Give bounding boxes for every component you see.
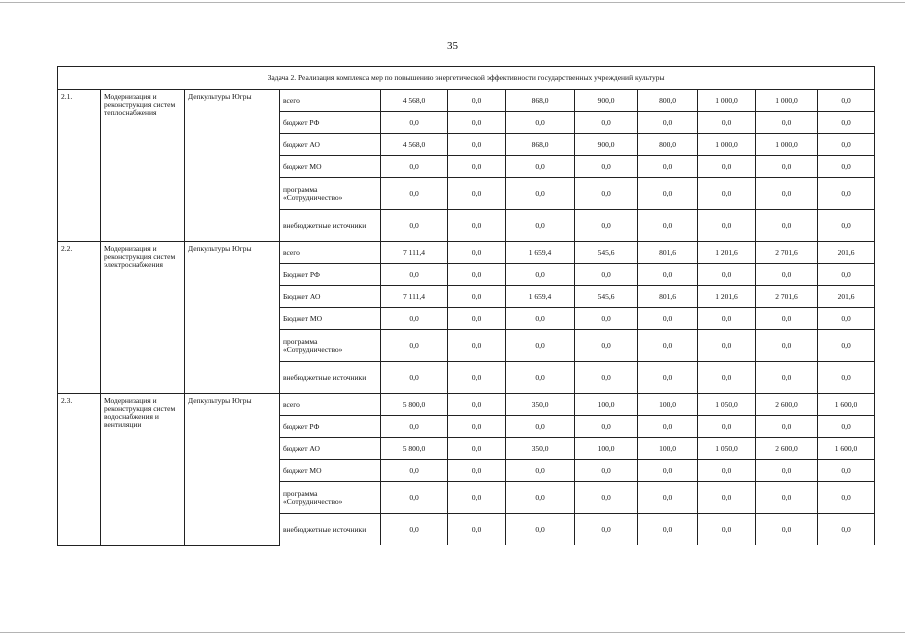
table-row xyxy=(58,394,875,416)
amount-cell: 545,6 xyxy=(575,242,638,264)
amount-cell: 900,0 xyxy=(575,134,638,156)
item-number: 2.2. xyxy=(58,242,101,394)
amount-cell: 0,0 xyxy=(506,362,575,394)
amount-cell: 1 000,0 xyxy=(756,90,818,112)
amount-cell: 0,0 xyxy=(638,178,698,210)
amount-cell: 0,0 xyxy=(448,330,506,362)
amount-cell: 0,0 xyxy=(448,210,506,242)
amount-cell: 0,0 xyxy=(756,308,818,330)
funding-source: программа «Сотрудничество» xyxy=(280,178,381,210)
amount-cell: 0,0 xyxy=(506,210,575,242)
amount-cell: 900,0 xyxy=(575,90,638,112)
amount-cell: 0,0 xyxy=(448,264,506,286)
amount-cell: 545,6 xyxy=(575,286,638,308)
amount-cell: 0,0 xyxy=(638,514,698,546)
task-header: Задача 2. Реализация комплекса мер по повышению энергетической эффективности государственных учреждений культуры xyxy=(58,67,875,90)
amount-cell: 0,0 xyxy=(448,134,506,156)
amount-cell: 0,0 xyxy=(698,362,756,394)
amount-cell: 0,0 xyxy=(575,514,638,546)
amount-cell: 0,0 xyxy=(575,178,638,210)
amount-cell: 5 800,0 xyxy=(381,438,448,460)
amount-cell: 1 600,0 xyxy=(818,394,875,416)
amount-cell: 1 050,0 xyxy=(698,394,756,416)
amount-cell: 868,0 xyxy=(506,90,575,112)
funding-source: бюджет АО xyxy=(280,134,381,156)
amount-cell: 1 000,0 xyxy=(698,134,756,156)
amount-cell: 0,0 xyxy=(506,264,575,286)
amount-cell: 0,0 xyxy=(575,416,638,438)
amount-cell: 0,0 xyxy=(381,112,448,134)
funding-source: программа «Сотрудничество» xyxy=(280,482,381,514)
amount-cell: 0,0 xyxy=(756,460,818,482)
amount-cell: 0,0 xyxy=(575,362,638,394)
amount-cell: 0,0 xyxy=(448,242,506,264)
amount-cell: 1 050,0 xyxy=(698,438,756,460)
amount-cell: 0,0 xyxy=(698,460,756,482)
funding-source: бюджет МО xyxy=(280,460,381,482)
amount-cell: 0,0 xyxy=(448,156,506,178)
funding-source: программа «Сотрудничество» xyxy=(280,330,381,362)
amount-cell: 0,0 xyxy=(506,330,575,362)
amount-cell: 0,0 xyxy=(575,210,638,242)
amount-cell: 2 701,6 xyxy=(756,286,818,308)
amount-cell: 0,0 xyxy=(756,362,818,394)
amount-cell: 0,0 xyxy=(698,416,756,438)
amount-cell: 0,0 xyxy=(506,178,575,210)
amount-cell: 0,0 xyxy=(575,112,638,134)
amount-cell: 0,0 xyxy=(818,514,875,546)
amount-cell: 0,0 xyxy=(448,460,506,482)
funding-source: бюджет РФ xyxy=(280,416,381,438)
amount-cell: 0,0 xyxy=(575,156,638,178)
amount-cell: 0,0 xyxy=(448,438,506,460)
amount-cell: 0,0 xyxy=(506,112,575,134)
amount-cell: 0,0 xyxy=(448,178,506,210)
amount-cell: 0,0 xyxy=(698,112,756,134)
table-row xyxy=(58,90,875,112)
amount-cell: 0,0 xyxy=(818,308,875,330)
amount-cell: 0,0 xyxy=(638,308,698,330)
amount-cell: 1 000,0 xyxy=(698,90,756,112)
amount-cell: 0,0 xyxy=(448,112,506,134)
funding-source: внебюджетные источники xyxy=(280,514,381,546)
amount-cell: 0,0 xyxy=(381,416,448,438)
amount-cell: 0,0 xyxy=(575,264,638,286)
amount-cell: 0,0 xyxy=(381,210,448,242)
amount-cell: 0,0 xyxy=(448,308,506,330)
amount-cell: 4 568,0 xyxy=(381,134,448,156)
amount-cell: 100,0 xyxy=(575,438,638,460)
amount-cell: 0,0 xyxy=(818,156,875,178)
amount-cell: 0,0 xyxy=(818,178,875,210)
scan-edge-bottom xyxy=(0,632,905,633)
amount-cell: 0,0 xyxy=(381,482,448,514)
amount-cell: 0,0 xyxy=(756,264,818,286)
amount-cell: 0,0 xyxy=(448,416,506,438)
amount-cell: 100,0 xyxy=(575,394,638,416)
scan-edge-top xyxy=(0,2,905,3)
table-row xyxy=(58,242,875,264)
amount-cell: 0,0 xyxy=(381,362,448,394)
amount-cell: 7 111,4 xyxy=(381,286,448,308)
amount-cell: 868,0 xyxy=(506,134,575,156)
amount-cell: 0,0 xyxy=(381,308,448,330)
amount-cell: 0,0 xyxy=(506,416,575,438)
funding-source: бюджет АО xyxy=(280,438,381,460)
amount-cell: 0,0 xyxy=(756,156,818,178)
funding-source: бюджет РФ xyxy=(280,112,381,134)
amount-cell: 350,0 xyxy=(506,438,575,460)
amount-cell: 0,0 xyxy=(756,178,818,210)
amount-cell: 0,0 xyxy=(506,482,575,514)
amount-cell: 0,0 xyxy=(448,90,506,112)
item-number: 2.1. xyxy=(58,90,101,242)
amount-cell: 0,0 xyxy=(575,482,638,514)
amount-cell: 1 659,4 xyxy=(506,286,575,308)
executor-name: Депкультуры Югры xyxy=(185,242,280,394)
amount-cell: 0,0 xyxy=(698,330,756,362)
amount-cell: 2 600,0 xyxy=(756,438,818,460)
amount-cell: 0,0 xyxy=(506,156,575,178)
amount-cell: 800,0 xyxy=(638,90,698,112)
amount-cell: 0,0 xyxy=(818,330,875,362)
amount-cell: 0,0 xyxy=(506,308,575,330)
amount-cell: 0,0 xyxy=(818,460,875,482)
amount-cell: 0,0 xyxy=(818,210,875,242)
task-header-row xyxy=(58,67,875,90)
funding-source: Бюджет МО xyxy=(280,308,381,330)
amount-cell: 0,0 xyxy=(638,460,698,482)
executor-name: Депкультуры Югры xyxy=(185,394,280,546)
amount-cell: 801,6 xyxy=(638,286,698,308)
amount-cell: 0,0 xyxy=(698,178,756,210)
amount-cell: 0,0 xyxy=(638,482,698,514)
amount-cell: 0,0 xyxy=(381,156,448,178)
amount-cell: 0,0 xyxy=(381,178,448,210)
amount-cell: 0,0 xyxy=(381,460,448,482)
amount-cell: 4 568,0 xyxy=(381,90,448,112)
amount-cell: 0,0 xyxy=(698,482,756,514)
amount-cell: 0,0 xyxy=(818,264,875,286)
amount-cell: 0,0 xyxy=(638,210,698,242)
executor-name: Депкультуры Югры xyxy=(185,90,280,242)
amount-cell: 2 600,0 xyxy=(756,394,818,416)
amount-cell: 0,0 xyxy=(818,362,875,394)
amount-cell: 0,0 xyxy=(506,514,575,546)
amount-cell: 0,0 xyxy=(506,460,575,482)
amount-cell: 0,0 xyxy=(448,286,506,308)
amount-cell: 0,0 xyxy=(818,112,875,134)
amount-cell: 0,0 xyxy=(756,112,818,134)
amount-cell: 0,0 xyxy=(698,264,756,286)
amount-cell: 0,0 xyxy=(818,134,875,156)
funding-source: внебюджетные источники xyxy=(280,362,381,394)
amount-cell: 0,0 xyxy=(756,482,818,514)
amount-cell: 0,0 xyxy=(698,514,756,546)
amount-cell: 100,0 xyxy=(638,394,698,416)
amount-cell: 0,0 xyxy=(448,362,506,394)
amount-cell: 1 000,0 xyxy=(756,134,818,156)
amount-cell: 201,6 xyxy=(818,242,875,264)
amount-cell: 0,0 xyxy=(638,156,698,178)
amount-cell: 350,0 xyxy=(506,394,575,416)
amount-cell: 800,0 xyxy=(638,134,698,156)
measure-name: Модернизация и реконструкция систем электроснабжения xyxy=(101,242,185,394)
funding-source: всего xyxy=(280,242,381,264)
amount-cell: 0,0 xyxy=(698,210,756,242)
amount-cell: 0,0 xyxy=(381,264,448,286)
measure-name: Модернизация и реконструкция систем водоснабжения и вентиляции xyxy=(101,394,185,546)
amount-cell: 100,0 xyxy=(638,438,698,460)
amount-cell: 0,0 xyxy=(818,482,875,514)
amount-cell: 1 201,6 xyxy=(698,286,756,308)
amount-cell: 0,0 xyxy=(638,330,698,362)
amount-cell: 0,0 xyxy=(638,416,698,438)
amount-cell: 801,6 xyxy=(638,242,698,264)
amount-cell: 201,6 xyxy=(818,286,875,308)
amount-cell: 0,0 xyxy=(698,156,756,178)
amount-cell: 0,0 xyxy=(756,514,818,546)
amount-cell: 1 659,4 xyxy=(506,242,575,264)
amount-cell: 0,0 xyxy=(756,416,818,438)
amount-cell: 0,0 xyxy=(381,330,448,362)
amount-cell: 1 600,0 xyxy=(818,438,875,460)
funding-source: всего xyxy=(280,394,381,416)
amount-cell: 1 201,6 xyxy=(698,242,756,264)
amount-cell: 0,0 xyxy=(638,264,698,286)
amount-cell: 7 111,4 xyxy=(381,242,448,264)
funding-source: Бюджет РФ xyxy=(280,264,381,286)
item-number: 2.3. xyxy=(58,394,101,546)
amount-cell: 0,0 xyxy=(448,394,506,416)
amount-cell: 0,0 xyxy=(818,90,875,112)
amount-cell: 0,0 xyxy=(638,112,698,134)
measure-name: Модернизация и реконструкция систем теплоснабжения xyxy=(101,90,185,242)
amount-cell: 0,0 xyxy=(756,330,818,362)
amount-cell: 5 800,0 xyxy=(381,394,448,416)
funding-source: бюджет МО xyxy=(280,156,381,178)
amount-cell: 0,0 xyxy=(575,330,638,362)
page-number: 35 xyxy=(447,40,458,52)
funding-source: Бюджет АО xyxy=(280,286,381,308)
amount-cell: 2 701,6 xyxy=(756,242,818,264)
amount-cell: 0,0 xyxy=(638,362,698,394)
amount-cell: 0,0 xyxy=(448,514,506,546)
amount-cell: 0,0 xyxy=(818,416,875,438)
amount-cell: 0,0 xyxy=(575,460,638,482)
amount-cell: 0,0 xyxy=(448,482,506,514)
amount-cell: 0,0 xyxy=(756,210,818,242)
amount-cell: 0,0 xyxy=(698,308,756,330)
amount-cell: 0,0 xyxy=(575,308,638,330)
budget-table xyxy=(57,66,875,546)
amount-cell: 0,0 xyxy=(381,514,448,546)
funding-source: всего xyxy=(280,90,381,112)
funding-source: внебюджетные источники xyxy=(280,210,381,242)
